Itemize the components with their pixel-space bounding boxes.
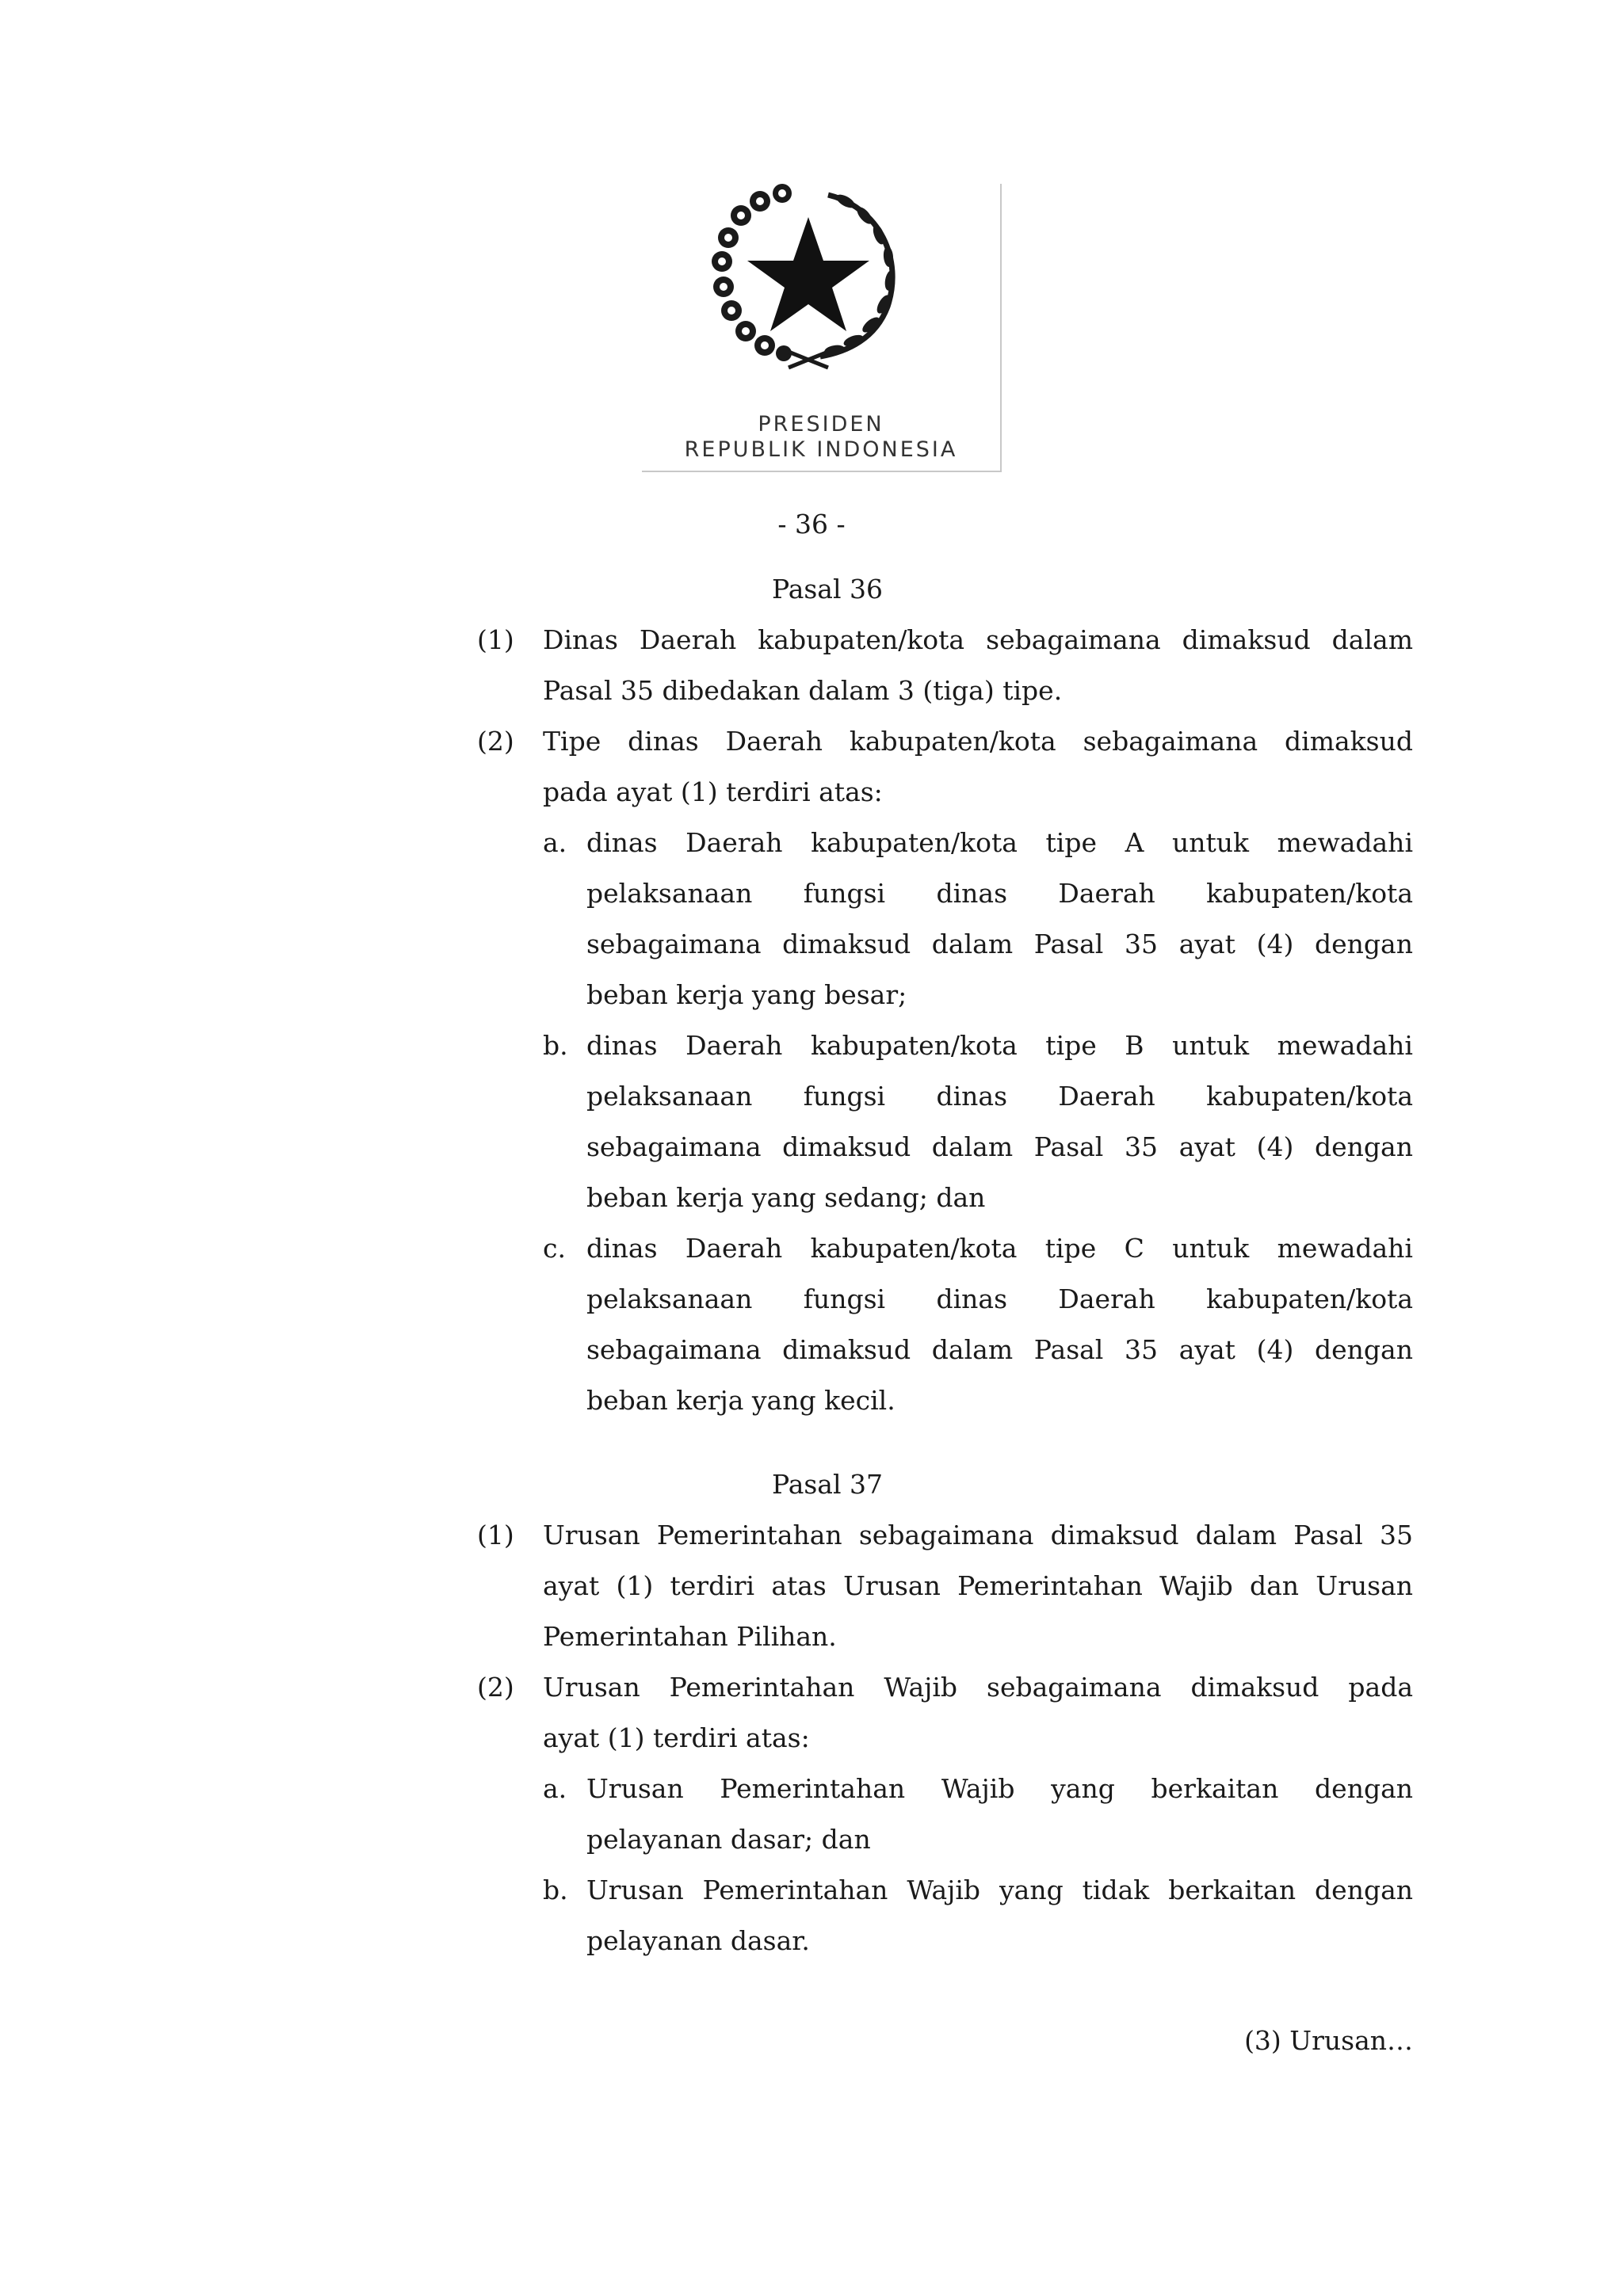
pasal-36-item-a-line: dinas Daerah kabupaten/kota tipe A untuk mewadahi xyxy=(586,827,1413,858)
pasal-36-item-b-label: b. xyxy=(543,1030,568,1061)
pasal-37-ayat-1-line: ayat (1) terdiri atas Urusan Pemerintahan Wajib dan Urusan xyxy=(543,1570,1413,1601)
pasal-36-ayat-2-line: pada ayat (1) terdiri atas: xyxy=(543,776,883,807)
pasal-37-item-a-line: Urusan Pemerintahan Wajib yang berkaitan dengan xyxy=(586,1773,1413,1804)
star-wreath-emblem-icon xyxy=(709,184,907,370)
pasal-36-item-c-label: c. xyxy=(543,1233,566,1264)
pasal-36-ayat-1-line: Pasal 35 dibedakan dalam 3 (tiga) tipe. xyxy=(543,675,1063,706)
pasal-37-item-a-line: pelayanan dasar; dan xyxy=(586,1824,871,1855)
pasal-36-item-a-line: pelaksanaan fungsi dinas Daerah kabupaten/kota xyxy=(586,878,1413,909)
pasal-36-title: Pasal 36 xyxy=(771,574,884,605)
pasal-37-title: Pasal 37 xyxy=(771,1469,884,1500)
pasal-37-ayat-1-number: (1) xyxy=(477,1520,514,1550)
pasal-37-ayat-2-line: Urusan Pemerintahan Wajib sebagaimana dimaksud pada xyxy=(543,1672,1413,1703)
pasal-36-item-a-line: sebagaimana dimaksud dalam Pasal 35 ayat (4) dengan xyxy=(586,929,1413,959)
pasal-36-item-b-line: pelaksanaan fungsi dinas Daerah kabupaten/kota xyxy=(586,1081,1413,1112)
pasal-36-ayat-1-line: Dinas Daerah kabupaten/kota sebagaimana dimaksud dalam xyxy=(543,624,1413,655)
pasal-37-ayat-2-line: ayat (1) terdiri atas: xyxy=(543,1722,810,1753)
pasal-36-item-a-line: beban kerja yang besar; xyxy=(586,979,907,1010)
pasal-36-item-b-line: beban kerja yang sedang; dan xyxy=(586,1182,986,1213)
page-number: - 36 - xyxy=(777,509,846,540)
pasal-36-item-a-label: a. xyxy=(543,827,567,858)
pasal-37-ayat-1-line: Pemerintahan Pilihan. xyxy=(543,1621,837,1652)
pasal-37-item-a-label: a. xyxy=(543,1773,567,1804)
pasal-36-item-b-line: dinas Daerah kabupaten/kota tipe B untuk mewadahi xyxy=(586,1030,1413,1061)
pasal-36-ayat-1-number: (1) xyxy=(477,624,514,655)
pasal-37-ayat-1-line: Urusan Pemerintahan sebagaimana dimaksud dalam Pasal 35 xyxy=(543,1520,1413,1550)
logo-line-republik: REPUBLIK INDONESIA xyxy=(684,437,958,462)
pasal-36-item-c-line: sebagaimana dimaksud dalam Pasal 35 ayat (4) dengan xyxy=(586,1334,1413,1365)
pasal-36-ayat-2-number: (2) xyxy=(477,726,514,757)
pasal-36-item-c-line: dinas Daerah kabupaten/kota tipe C untuk mewadahi xyxy=(586,1233,1413,1264)
pasal-37-item-b-label: b. xyxy=(543,1875,568,1905)
presiden-logo xyxy=(642,184,1002,472)
pasal-36-item-c-line: beban kerja yang kecil. xyxy=(586,1385,896,1416)
pasal-37-ayat-2-number: (2) xyxy=(477,1672,514,1703)
pasal-36-item-b-line: sebagaimana dimaksud dalam Pasal 35 ayat (4) dengan xyxy=(586,1131,1413,1162)
pasal-37-item-b-line: pelayanan dasar. xyxy=(586,1925,810,1956)
pasal-37-item-b-line: Urusan Pemerintahan Wajib yang tidak berkaitan dengan xyxy=(586,1875,1413,1905)
pasal-36-ayat-2-line: Tipe dinas Daerah kabupaten/kota sebagaimana dimaksud xyxy=(543,726,1413,757)
pasal-36-item-c-line: pelaksanaan fungsi dinas Daerah kabupaten/kota xyxy=(586,1283,1413,1314)
logo-line-presiden: PRESIDEN xyxy=(758,412,884,437)
continuation-note: (3) Urusan… xyxy=(1244,2025,1413,2056)
